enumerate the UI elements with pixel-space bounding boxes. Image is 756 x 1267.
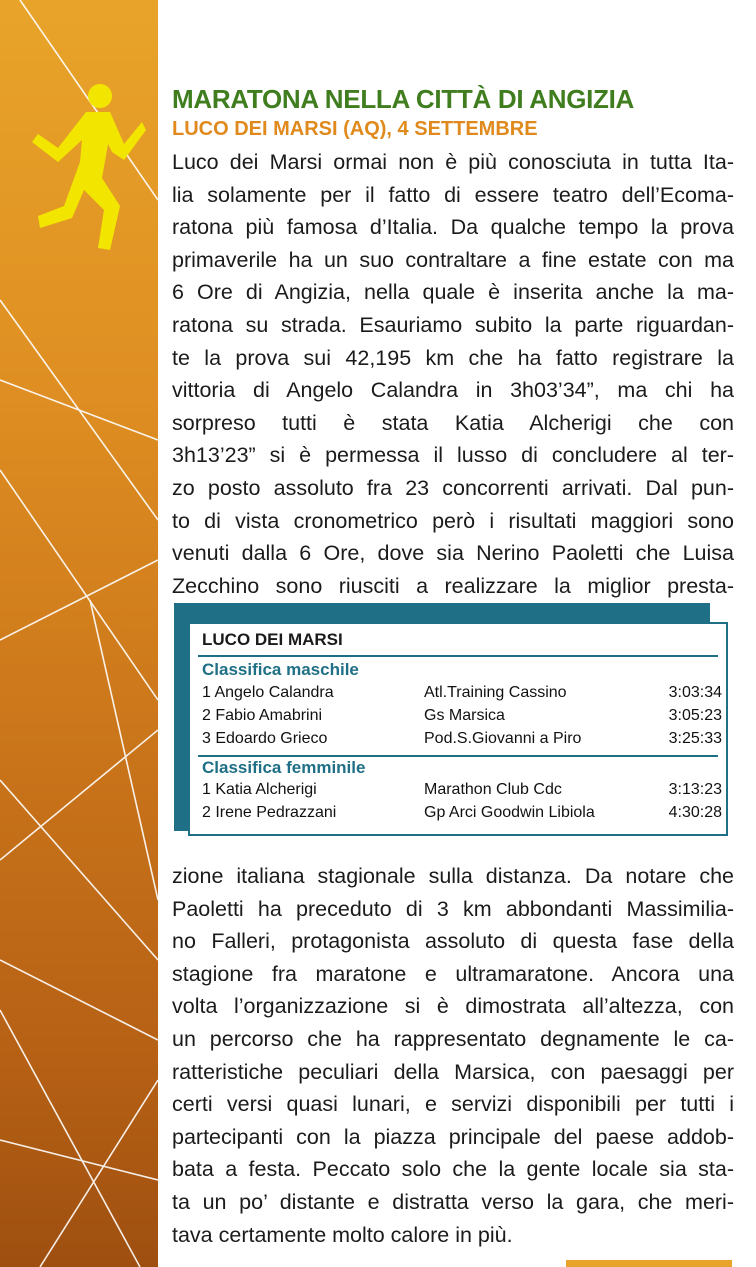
athlete-club: Marathon Club Cdc	[424, 781, 562, 798]
athlete-club: Gs Marsica	[424, 707, 505, 724]
athlete-time: 3:13:23	[668, 781, 722, 798]
decorative-bar	[566, 1260, 732, 1267]
text-line: 3h13’23” si è permessa il lusso di concludere al ter-	[172, 443, 734, 468]
text-line: to di vista cronometrico però i risultati maggiori sono	[172, 508, 734, 533]
text-line: sorpreso tutti è stata Katia Alcherigi che con	[172, 410, 734, 435]
text-line: zione italiana stagionale sulla distanza. Da notare che	[172, 864, 734, 888]
text-line: partecipanti con la piazza principale del paese addob-	[172, 1124, 734, 1149]
text-line: te la prova sui 42,195 km che ha fatto registrare la	[172, 345, 734, 370]
text-line: vittoria di Angelo Calandra in 3h03’34”, ma chi ha	[172, 378, 734, 403]
text-line: un percorso che ha rappresentato degnamente le ca-	[172, 1026, 734, 1051]
text-line: ratteristiche peculiari della Marsica, con paesaggi per	[172, 1059, 734, 1084]
text-line: venuti dalla 6 Ore, dove sia Nerino Paoletti che Luisa	[172, 541, 734, 566]
text-line: 6 Ore di Angizia, nella quale è inserita anche la ma-	[172, 280, 734, 305]
text-line: bata a festa. Peccato solo che la gente locale sia sta-	[172, 1157, 734, 1182]
text-line: lia solamente per il fatto di essere teatro dell’Ecoma-	[172, 182, 734, 207]
article-body-bottom	[172, 860, 734, 1251]
article-subtitle: LUCO DEI MARSI (AQ), 4 SETTEMBRE	[172, 118, 538, 140]
table-row	[202, 781, 722, 803]
text-line: Luco dei Marsi ormai non è più conosciuta in tutta Ita-	[172, 150, 734, 174]
athlete-name: 1 Angelo Calandra	[202, 684, 334, 701]
table-row	[202, 707, 722, 729]
text-line: volta l’organizzazione si è dimostrata all’altezza, con	[172, 994, 734, 1019]
runner-icon	[28, 82, 146, 252]
text-line: Zecchino sono riusciti a realizzare la miglior presta-	[172, 573, 734, 598]
text-line: certi versi quasi lunari, e servizi disponibili per tutti i	[172, 1092, 734, 1117]
text-line: Paoletti ha preceduto di 3 km abbondanti Massimilia-	[172, 896, 734, 921]
text-line: ratona più famosa d’Italia. Da qualche tempo la prova	[172, 215, 734, 240]
table-row	[202, 730, 722, 752]
text-line: no Falleri, protagonista assoluto di questa fase della	[172, 929, 734, 954]
article-body-top	[172, 146, 734, 602]
article-title: MARATONA NELLA CITTÀ DI ANGIZIA	[172, 84, 635, 114]
text-line: ratona su strada. Esauriamo subito la parte riguardan-	[172, 312, 734, 337]
text-line: tava certamente molto calore in più.	[172, 1222, 513, 1247]
table-row	[202, 684, 722, 706]
female-ranking-title: Classifica femminile	[202, 758, 366, 777]
athlete-time: 3:03:34	[668, 684, 722, 701]
text-line: zo posto assoluto fra 23 concorrenti arrivati. Dal pun-	[172, 475, 734, 500]
divider	[198, 655, 718, 657]
text-line: stagione fra maratone e ultramaratone. Ancora una	[172, 961, 734, 986]
athlete-time: 3:05:23	[668, 707, 722, 724]
athlete-time: 3:25:33	[668, 730, 722, 747]
athlete-name: 3 Edoardo Grieco	[202, 730, 328, 747]
athlete-time: 4:30:28	[668, 804, 722, 821]
male-ranking-title: Classifica maschile	[202, 660, 359, 679]
athlete-club: Gp Arci Goodwin Libiola	[424, 804, 595, 821]
divider	[198, 755, 718, 757]
results-heading: LUCO DEI MARSI	[202, 630, 343, 649]
athlete-name: 2 Fabio Amabrini	[202, 707, 323, 724]
athlete-club: Atl.Training Cassino	[424, 684, 567, 701]
text-line: ta un po’ distante e distratta verso la gara, che meri-	[172, 1189, 734, 1214]
athlete-name: 1 Katia Alcherigi	[202, 781, 317, 798]
text-line: primaverile ha un suo contraltare a fine estate con ma	[172, 247, 734, 272]
table-row	[202, 804, 722, 826]
results-table	[188, 622, 728, 836]
athlete-name: 2 Irene Pedrazzani	[202, 804, 337, 821]
decorative-sidebar	[0, 0, 158, 1267]
athlete-club: Pod.S.Giovanni a Piro	[424, 730, 582, 747]
